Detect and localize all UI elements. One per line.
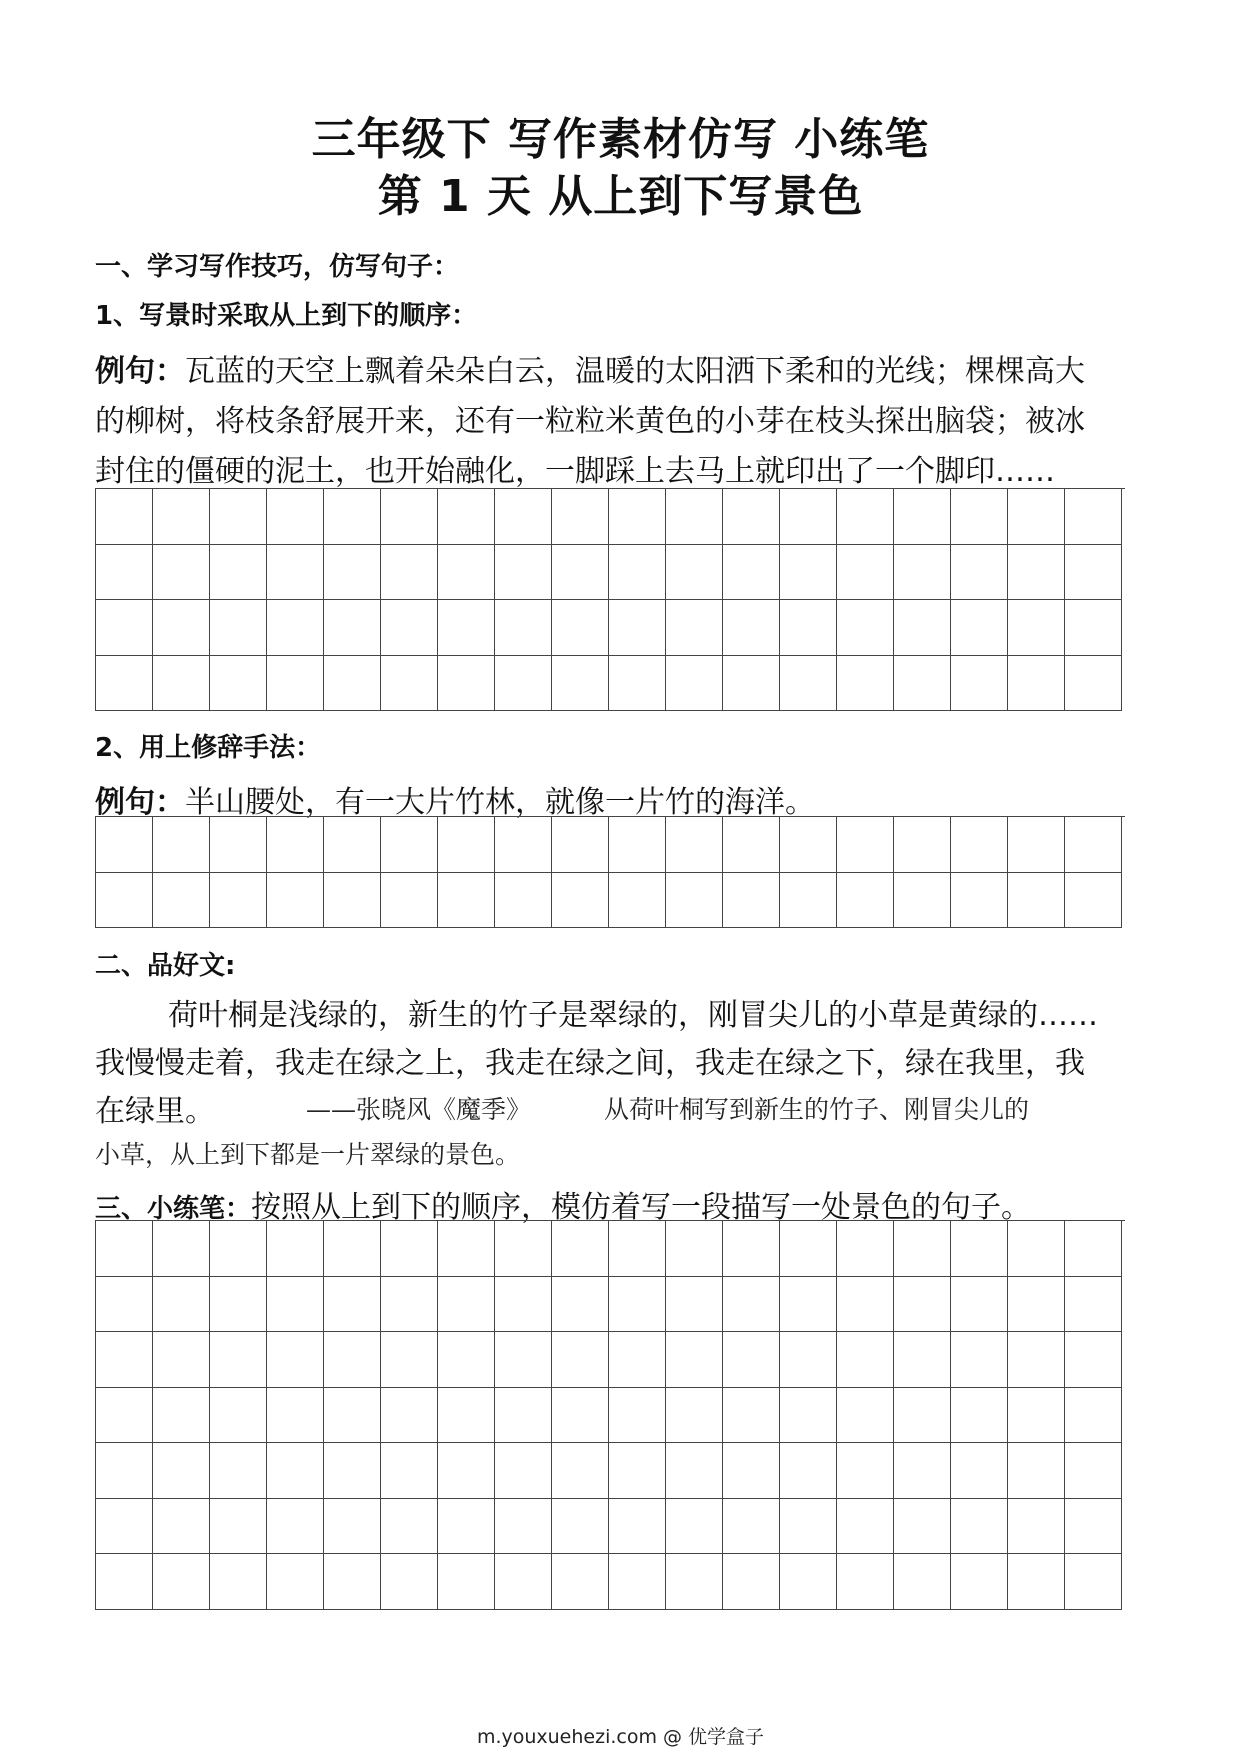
grid-cell[interactable] xyxy=(609,1443,666,1499)
grid-cell[interactable] xyxy=(495,1277,552,1333)
grid-cell[interactable] xyxy=(780,1554,837,1610)
grid-cell[interactable] xyxy=(210,1388,267,1444)
grid-cell[interactable] xyxy=(495,1388,552,1444)
grid-cell[interactable] xyxy=(495,600,552,656)
grid-cell[interactable] xyxy=(723,817,780,873)
grid-cell[interactable] xyxy=(723,1221,780,1277)
footer-watermark: m.youxuehezi.com @ 优学盒子 xyxy=(476,1726,765,1748)
grid-cell[interactable] xyxy=(96,1499,153,1555)
grid-cell[interactable] xyxy=(552,1221,609,1277)
grid-cell[interactable] xyxy=(153,1554,210,1610)
grid-cell[interactable] xyxy=(438,1388,495,1444)
grid-cell[interactable] xyxy=(609,1221,666,1277)
grid-cell[interactable] xyxy=(381,817,438,873)
grid-cell[interactable] xyxy=(96,873,153,929)
grid-cell[interactable] xyxy=(495,489,552,545)
grid-cell[interactable] xyxy=(609,600,666,656)
grid-cell[interactable] xyxy=(1065,545,1122,601)
grid-cell[interactable] xyxy=(552,1499,609,1555)
grid-cell[interactable] xyxy=(495,817,552,873)
grid-cell[interactable] xyxy=(495,1554,552,1610)
grid-cell[interactable] xyxy=(1065,1443,1122,1499)
grid-cell[interactable] xyxy=(210,1277,267,1333)
grid-cell[interactable] xyxy=(96,1443,153,1499)
grid-cell[interactable] xyxy=(267,600,324,656)
grid-cell[interactable] xyxy=(267,1332,324,1388)
grid-cell[interactable] xyxy=(495,873,552,929)
grid-cell[interactable] xyxy=(267,1221,324,1277)
grid-cell[interactable] xyxy=(153,1221,210,1277)
grid-cell[interactable] xyxy=(495,1332,552,1388)
example2-line xyxy=(95,777,815,821)
grid-cell[interactable] xyxy=(780,1277,837,1333)
grid-cell[interactable] xyxy=(780,1388,837,1444)
grid-cell[interactable] xyxy=(96,1277,153,1333)
grid-cell[interactable] xyxy=(438,545,495,601)
grid-cell[interactable] xyxy=(210,600,267,656)
grid-cell[interactable] xyxy=(609,489,666,545)
writing-grid-2[interactable] xyxy=(95,816,1125,928)
grid-cell[interactable] xyxy=(894,873,951,929)
grid-cell[interactable] xyxy=(1008,1554,1065,1610)
grid-cell[interactable] xyxy=(780,656,837,712)
grid-cell[interactable] xyxy=(951,1388,1008,1444)
grid-cell[interactable] xyxy=(1008,1388,1065,1444)
passage-comment-2: 小草，从上到下都是一片翠绿的景色。 xyxy=(95,1140,521,1169)
grid-cell[interactable] xyxy=(780,489,837,545)
grid-cell[interactable] xyxy=(153,1388,210,1444)
grid-cell[interactable] xyxy=(837,1388,894,1444)
grid-cell[interactable] xyxy=(153,1332,210,1388)
worksheet-subtitle: 第 1 天 从上到下写景色 xyxy=(377,171,864,222)
grid-cell[interactable] xyxy=(1008,817,1065,873)
grid-cell[interactable] xyxy=(438,1277,495,1333)
example1-label: 例句： xyxy=(95,354,185,389)
section2-heading: 二、品好文: xyxy=(95,951,236,981)
grid-cell[interactable] xyxy=(495,1443,552,1499)
grid-cell[interactable] xyxy=(780,817,837,873)
grid-cell[interactable] xyxy=(267,1388,324,1444)
grid-cell[interactable] xyxy=(894,656,951,712)
grid-cell[interactable] xyxy=(609,1277,666,1333)
grid-cell[interactable] xyxy=(837,1221,894,1277)
grid-cell[interactable] xyxy=(267,817,324,873)
grid-cell[interactable] xyxy=(153,656,210,712)
grid-cell[interactable] xyxy=(837,1443,894,1499)
grid-cell[interactable] xyxy=(438,817,495,873)
grid-cell[interactable] xyxy=(723,1332,780,1388)
grid-cell[interactable] xyxy=(324,1388,381,1444)
grid-cell[interactable] xyxy=(1008,1499,1065,1555)
grid-cell[interactable] xyxy=(780,545,837,601)
grid-cell[interactable] xyxy=(723,1443,780,1499)
grid-cell[interactable] xyxy=(894,1554,951,1610)
grid-cell[interactable] xyxy=(210,656,267,712)
grid-cell[interactable] xyxy=(780,1332,837,1388)
grid-cell[interactable] xyxy=(324,1554,381,1610)
grid-cell[interactable] xyxy=(951,489,1008,545)
grid-cell[interactable] xyxy=(438,489,495,545)
grid-cell[interactable] xyxy=(210,1332,267,1388)
grid-cell[interactable] xyxy=(1065,1388,1122,1444)
grid-cell[interactable] xyxy=(552,817,609,873)
grid-cell[interactable] xyxy=(666,656,723,712)
grid-cell[interactable] xyxy=(552,1332,609,1388)
grid-cell[interactable] xyxy=(666,1332,723,1388)
grid-cell[interactable] xyxy=(894,1388,951,1444)
grid-cell[interactable] xyxy=(837,817,894,873)
grid-cell[interactable] xyxy=(381,1221,438,1277)
grid-cell[interactable] xyxy=(153,489,210,545)
grid-cell[interactable] xyxy=(381,1443,438,1499)
example1-line-2: 的柳树，将枝条舒展开来，还有一粒粒米黄色的小芽在枝头探出脑袋；被冰 xyxy=(95,404,1085,439)
worksheet-title: 三年级下 写作素材仿写 小练笔 xyxy=(311,114,930,165)
grid-cell[interactable] xyxy=(153,545,210,601)
writing-grid-3[interactable] xyxy=(95,1220,1125,1610)
grid-cell[interactable] xyxy=(552,545,609,601)
grid-cell[interactable] xyxy=(666,1388,723,1444)
grid-cell[interactable] xyxy=(609,873,666,929)
grid-cell[interactable] xyxy=(1065,1221,1122,1277)
grid-cell[interactable] xyxy=(894,545,951,601)
grid-cell[interactable] xyxy=(552,873,609,929)
grid-cell[interactable] xyxy=(609,656,666,712)
grid-cell[interactable] xyxy=(1008,873,1065,929)
grid-cell[interactable] xyxy=(1008,489,1065,545)
grid-cell[interactable] xyxy=(324,1332,381,1388)
grid-cell[interactable] xyxy=(153,817,210,873)
grid-cell[interactable] xyxy=(951,600,1008,656)
grid-cell[interactable] xyxy=(780,1443,837,1499)
grid-cell[interactable] xyxy=(96,1221,153,1277)
grid-cell[interactable] xyxy=(951,1554,1008,1610)
grid-cell[interactable] xyxy=(438,1332,495,1388)
grid-cell[interactable] xyxy=(666,1499,723,1555)
grid-cell[interactable] xyxy=(666,489,723,545)
passage-comment-1: 从荷叶桐写到新生的竹子、刚冒尖儿的 xyxy=(604,1095,1030,1124)
grid-cell[interactable] xyxy=(723,1388,780,1444)
grid-cell[interactable] xyxy=(666,817,723,873)
grid-cell[interactable] xyxy=(1065,817,1122,873)
grid-cell[interactable] xyxy=(324,545,381,601)
example1-text-1: 瓦蓝的天空上飘着朵朵白云，温暖的太阳洒下柔和的光线；棵棵高大 xyxy=(185,354,1085,389)
grid-cell[interactable] xyxy=(1008,1277,1065,1333)
grid-cell[interactable] xyxy=(1065,600,1122,656)
grid-cell[interactable] xyxy=(96,545,153,601)
grid-cell[interactable] xyxy=(552,600,609,656)
grid-cell[interactable] xyxy=(438,1499,495,1555)
grid-cell[interactable] xyxy=(324,656,381,712)
grid-cell[interactable] xyxy=(267,1554,324,1610)
grid-cell[interactable] xyxy=(723,1554,780,1610)
grid-cell[interactable] xyxy=(666,873,723,929)
grid-cell[interactable] xyxy=(1065,656,1122,712)
grid-cell[interactable] xyxy=(1065,1332,1122,1388)
grid-cell[interactable] xyxy=(153,1277,210,1333)
grid-cell[interactable] xyxy=(381,1277,438,1333)
grid-cell[interactable] xyxy=(324,1443,381,1499)
grid-cell[interactable] xyxy=(837,1499,894,1555)
grid-cell[interactable] xyxy=(324,600,381,656)
grid-cell[interactable] xyxy=(96,600,153,656)
grid-cell[interactable] xyxy=(381,489,438,545)
grid-cell[interactable] xyxy=(552,489,609,545)
grid-cell[interactable] xyxy=(666,1277,723,1333)
grid-cell[interactable] xyxy=(894,1443,951,1499)
grid-cell[interactable] xyxy=(894,1499,951,1555)
grid-cell[interactable] xyxy=(96,656,153,712)
grid-cell[interactable] xyxy=(438,656,495,712)
grid-cell[interactable] xyxy=(381,1332,438,1388)
grid-cell[interactable] xyxy=(951,656,1008,712)
grid-cell[interactable] xyxy=(1065,1554,1122,1610)
grid-cell[interactable] xyxy=(1065,1277,1122,1333)
grid-cell[interactable] xyxy=(951,1221,1008,1277)
grid-cell[interactable] xyxy=(1008,545,1065,601)
grid-cell[interactable] xyxy=(894,817,951,873)
grid-cell[interactable] xyxy=(495,656,552,712)
grid-cell[interactable] xyxy=(96,1388,153,1444)
grid-cell[interactable] xyxy=(1008,1221,1065,1277)
grid-cell[interactable] xyxy=(267,873,324,929)
grid-cell[interactable] xyxy=(723,1499,780,1555)
grid-cell[interactable] xyxy=(324,873,381,929)
grid-cell[interactable] xyxy=(1008,1443,1065,1499)
grid-cell[interactable] xyxy=(723,1277,780,1333)
grid-cell[interactable] xyxy=(438,600,495,656)
grid-cell[interactable] xyxy=(837,600,894,656)
grid-cell[interactable] xyxy=(894,489,951,545)
grid-cell[interactable] xyxy=(381,1388,438,1444)
grid-cell[interactable] xyxy=(1065,1499,1122,1555)
grid-cell[interactable] xyxy=(324,489,381,545)
grid-cell[interactable] xyxy=(609,817,666,873)
grid-cell[interactable] xyxy=(210,817,267,873)
grid-cell[interactable] xyxy=(495,545,552,601)
grid-cell[interactable] xyxy=(552,1443,609,1499)
example2-label: 例句： xyxy=(95,785,185,820)
grid-cell[interactable] xyxy=(780,1221,837,1277)
grid-cell[interactable] xyxy=(1008,600,1065,656)
example2-text: 半山腰处，有一大片竹林，就像一片竹的海洋。 xyxy=(185,785,815,820)
grid-cell[interactable] xyxy=(267,656,324,712)
grid-cell[interactable] xyxy=(780,873,837,929)
grid-cell[interactable] xyxy=(609,1332,666,1388)
grid-cell[interactable] xyxy=(666,600,723,656)
grid-cell[interactable] xyxy=(324,817,381,873)
grid-cell[interactable] xyxy=(666,1443,723,1499)
grid-cell[interactable] xyxy=(723,600,780,656)
section3-instruction: 按照从上到下的顺序，模仿着写一段描写一处景色的句子。 xyxy=(251,1190,1032,1225)
grid-cell[interactable] xyxy=(210,1499,267,1555)
grid-cell[interactable] xyxy=(210,489,267,545)
grid-cell[interactable] xyxy=(267,489,324,545)
grid-cell[interactable] xyxy=(153,873,210,929)
grid-cell[interactable] xyxy=(1008,1332,1065,1388)
passage-source: ——张晓风《魔季》 xyxy=(306,1095,532,1124)
writing-grid-1[interactable] xyxy=(95,488,1125,711)
grid-cell[interactable] xyxy=(951,1443,1008,1499)
grid-cell[interactable] xyxy=(723,545,780,601)
grid-cell[interactable] xyxy=(495,1499,552,1555)
grid-cell[interactable] xyxy=(894,1221,951,1277)
passage-line-1: 荷叶桐是浅绿的，新生的竹子是翠绿的，刚冒尖儿的小草是黄绿的…… xyxy=(168,998,1098,1033)
grid-cell[interactable] xyxy=(1008,656,1065,712)
grid-cell[interactable] xyxy=(894,600,951,656)
grid-cell[interactable] xyxy=(609,1388,666,1444)
grid-cell[interactable] xyxy=(438,1554,495,1610)
grid-cell[interactable] xyxy=(951,817,1008,873)
item1-heading: 1、写景时采取从上到下的顺序： xyxy=(95,301,478,331)
grid-cell[interactable] xyxy=(1065,873,1122,929)
grid-cell[interactable] xyxy=(666,1554,723,1610)
section3-heading: 三、小练笔： xyxy=(95,1194,252,1224)
grid-cell[interactable] xyxy=(666,1221,723,1277)
grid-cell[interactable] xyxy=(837,1554,894,1610)
grid-cell[interactable] xyxy=(495,1221,552,1277)
grid-cell[interactable] xyxy=(96,489,153,545)
example1-line-3: 封住的僵硬的泥土，也开始融化，一脚踩上去马上就印出了一个脚印…… xyxy=(95,454,1055,489)
item2-heading: 2、用上修辞手法： xyxy=(95,733,322,763)
grid-cell[interactable] xyxy=(552,1277,609,1333)
grid-cell[interactable] xyxy=(381,600,438,656)
grid-cell[interactable] xyxy=(210,545,267,601)
grid-cell[interactable] xyxy=(780,1499,837,1555)
grid-cell[interactable] xyxy=(780,600,837,656)
grid-cell[interactable] xyxy=(381,656,438,712)
grid-cell[interactable] xyxy=(324,1277,381,1333)
grid-cell[interactable] xyxy=(837,489,894,545)
grid-cell[interactable] xyxy=(210,1221,267,1277)
grid-cell[interactable] xyxy=(153,1443,210,1499)
grid-cell[interactable] xyxy=(381,1499,438,1555)
grid-cell[interactable] xyxy=(96,817,153,873)
grid-cell[interactable] xyxy=(837,1277,894,1333)
grid-cell[interactable] xyxy=(210,1443,267,1499)
grid-cell[interactable] xyxy=(837,1332,894,1388)
grid-cell[interactable] xyxy=(837,873,894,929)
grid-cell[interactable] xyxy=(96,1332,153,1388)
grid-cell[interactable] xyxy=(609,1554,666,1610)
grid-cell[interactable] xyxy=(951,873,1008,929)
grid-cell[interactable] xyxy=(837,656,894,712)
grid-cell[interactable] xyxy=(210,873,267,929)
grid-cell[interactable] xyxy=(951,1499,1008,1555)
grid-cell[interactable] xyxy=(381,545,438,601)
grid-cell[interactable] xyxy=(723,656,780,712)
grid-cell[interactable] xyxy=(381,1554,438,1610)
grid-cell[interactable] xyxy=(609,545,666,601)
grid-cell[interactable] xyxy=(267,1277,324,1333)
grid-cell[interactable] xyxy=(324,1499,381,1555)
grid-cell[interactable] xyxy=(951,1332,1008,1388)
grid-cell[interactable] xyxy=(324,1221,381,1277)
section1-heading: 一、学习写作技巧，仿写句子： xyxy=(95,252,460,282)
example1-line-1 xyxy=(95,346,1085,390)
grid-cell[interactable] xyxy=(381,873,438,929)
grid-cell[interactable] xyxy=(1065,489,1122,545)
grid-cell[interactable] xyxy=(438,873,495,929)
grid-cell[interactable] xyxy=(210,1554,267,1610)
grid-cell[interactable] xyxy=(666,545,723,601)
grid-cell[interactable] xyxy=(267,1443,324,1499)
grid-cell[interactable] xyxy=(153,600,210,656)
grid-cell[interactable] xyxy=(438,1443,495,1499)
grid-cell[interactable] xyxy=(837,545,894,601)
passage-line-2: 我慢慢走着，我走在绿之上，我走在绿之间，我走在绿之下，绿在我里，我 xyxy=(95,1046,1085,1081)
grid-cell[interactable] xyxy=(723,489,780,545)
grid-cell[interactable] xyxy=(723,873,780,929)
passage-line-3: 在绿里。 xyxy=(95,1094,215,1129)
grid-cell[interactable] xyxy=(552,656,609,712)
grid-cell[interactable] xyxy=(894,1332,951,1388)
grid-cell[interactable] xyxy=(552,1554,609,1610)
grid-cell[interactable] xyxy=(267,545,324,601)
grid-cell[interactable] xyxy=(951,545,1008,601)
grid-cell[interactable] xyxy=(96,1554,153,1610)
grid-cell[interactable] xyxy=(951,1277,1008,1333)
grid-cell[interactable] xyxy=(552,1388,609,1444)
grid-cell[interactable] xyxy=(894,1277,951,1333)
grid-cell[interactable] xyxy=(267,1499,324,1555)
grid-cell[interactable] xyxy=(438,1221,495,1277)
grid-cell[interactable] xyxy=(153,1499,210,1555)
grid-cell[interactable] xyxy=(609,1499,666,1555)
